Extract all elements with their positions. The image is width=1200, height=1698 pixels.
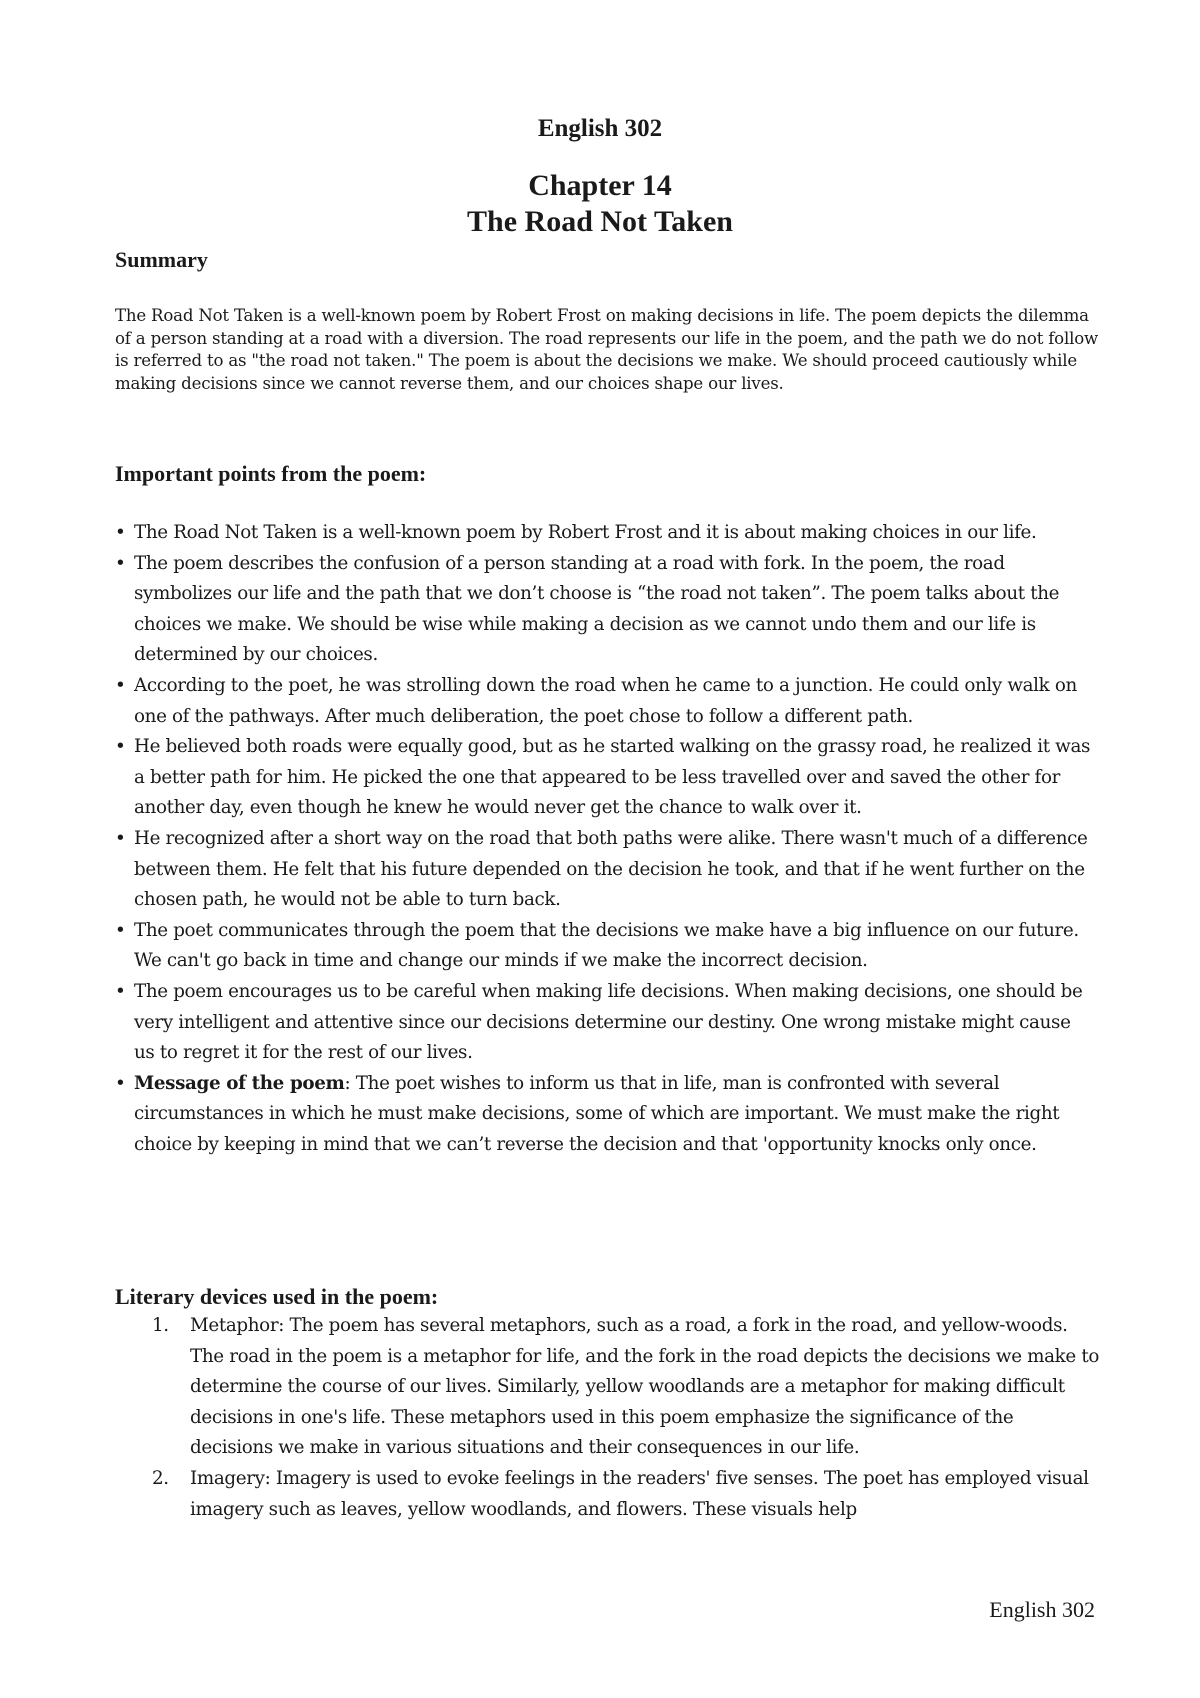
list-item: [115, 1464, 1100, 1525]
list-item-text: The poet communicates through the poem that the decisions we make have a big influence on our future. We can't go back in time and change our minds if we make the incorrect decision.: [134, 919, 1079, 972]
summary-heading: Summary: [115, 247, 208, 272]
list-number: 2.: [152, 1467, 169, 1489]
important-points-heading: Important points from the poem:: [115, 461, 427, 486]
literary-devices-list: [115, 1311, 1100, 1525]
literary-devices-heading: Literary devices used in the poem:: [115, 1284, 439, 1309]
list-item-text: According to the poet, he was strolling down the road when he came to a junction. He could only walk on one of the pathways. After much deliberation, the poet chose to follow a different path.: [134, 674, 1077, 727]
list-item-message: [115, 1069, 1095, 1161]
list-item-text: He believed both roads were equally good, but as he started walking on the grassy road, he realized it was a better path for him. He picked the one that appeared to be less travelled over and saved the other for another day, even though he knew he would never get the chance to walk over it.: [134, 736, 1091, 819]
course-title: English 302: [537, 115, 663, 142]
list-item-text: He recognized after a short way on the road that both paths were alike. There wasn't much of a difference between them. He felt that his future depended on the decision he took, and that if he went further on the chosen path, he would not be able to turn back.: [134, 827, 1088, 911]
list-item: [115, 671, 1095, 732]
page-footer: English 302: [989, 1597, 1095, 1622]
list-item-text: Imagery: Imagery is used to evoke feelings in the readers' five senses. The poet has employed visual imagery such as leaves, yellow woodlands, and flowers. These visuals help: [190, 1467, 1089, 1520]
bullet-icon: •: [115, 552, 126, 574]
message-label: Message of the poem: [134, 1072, 345, 1094]
list-number: 1.: [152, 1315, 169, 1336]
list-item: [115, 977, 1095, 1069]
summary-paragraph: The Road Not Taken is a well-known poem by Robert Frost on making decisions in life. The poem depicts the dilemma of a person standing at a road with a diversion. The road represents our life in the poem, and the path we do not follow is referred to as "the road not taken." The poem is about the decisions we make. We should proceed cautiously while making decisions since we cannot reverse them, and our choices shape our lives.: [115, 306, 1098, 393]
list-item-text: The poem describes the confusion of a person standing at a road with fork. In the poem, the road symbolizes our life and the path that we don’t choose is “the road not taken”. The poem talks about the choices we make. We should be wise while making a decision as we cannot undo them and our life is determined by our choices.: [134, 552, 1060, 666]
message-text: : The poet wishes to inform us that in life, man is confronted with several circumstances in which he must make decisions, some of which are important. We must make the right choice by keeping in mind that we can’t reverse the decision and that 'opportunity knocks only once.: [134, 1072, 1060, 1155]
important-points-list: [115, 518, 1095, 1160]
bullet-icon: •: [115, 736, 126, 758]
list-item: [115, 732, 1095, 824]
bullet-icon: •: [115, 980, 126, 1002]
list-item: [115, 916, 1095, 977]
chapter-number: Chapter 14: [528, 169, 672, 202]
list-item-text: The Road Not Taken is a well-known poem by Robert Frost and it is about making choices in our life.: [134, 522, 1037, 543]
bullet-icon: •: [115, 674, 126, 696]
list-item: [115, 549, 1095, 671]
bullet-icon: •: [115, 827, 126, 849]
list-item: [115, 1311, 1100, 1464]
chapter-heading: [0, 168, 1200, 240]
bullet-icon: •: [115, 919, 126, 941]
bullet-icon: •: [115, 522, 126, 543]
bullet-icon: •: [115, 1072, 126, 1094]
list-item: [115, 518, 1095, 549]
list-item-text: Metaphor: The poem has several metaphors, such as a road, a fork in the road, and yellow-woods. The road in the poem is a metaphor for life, and the fork in the road depicts the decisions we make to determine the course of our lives. Similarly, yellow woodlands are a metaphor for making difficult decisions in one's life. These metaphors used in this poem emphasize the significance of the decisions we make in various situations and their consequences in our life.: [190, 1315, 1099, 1459]
list-item: [115, 824, 1095, 916]
list-item-text: The poem encourages us to be careful when making life decisions. When making decisions, one should be very intelligent and attentive since our decisions determine our destiny. One wrong mistake might cause us to regret it for the rest of our lives.: [134, 980, 1083, 1064]
chapter-title: The Road Not Taken: [467, 205, 733, 238]
